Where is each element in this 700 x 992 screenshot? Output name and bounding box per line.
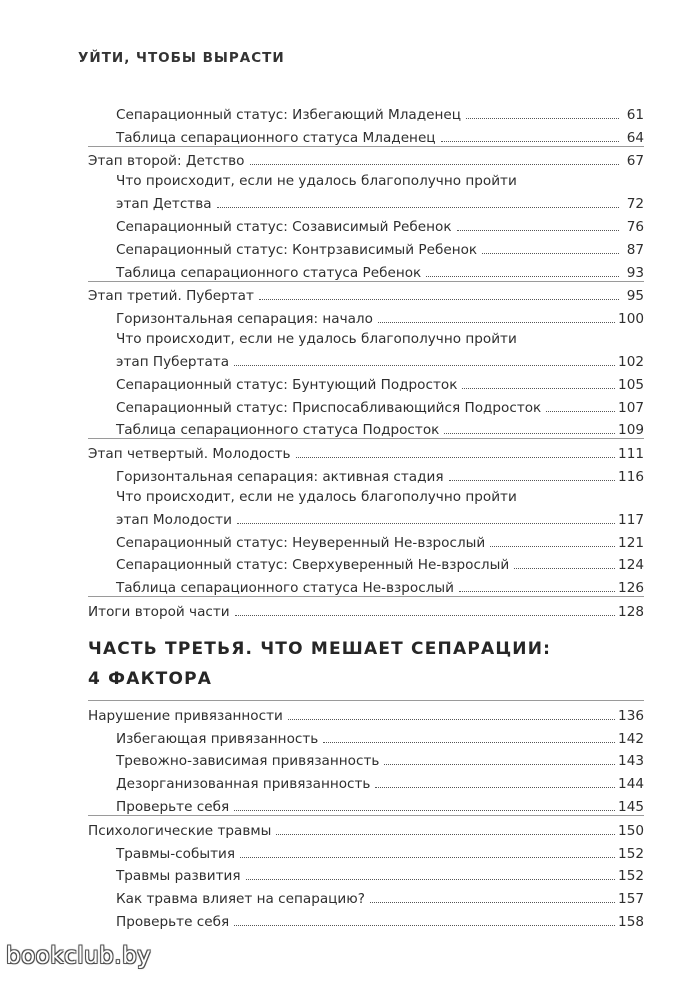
dot-leader	[234, 364, 615, 366]
toc-entry	[88, 596, 644, 620]
toc-entry-title: этап Детства	[116, 196, 212, 213]
toc-entry-title: Сепарационный статус: Сверхуверенный Не-взрослый	[116, 557, 510, 574]
toc-page-number: 67	[626, 153, 644, 170]
toc-page-number: 95	[626, 288, 644, 305]
dot-leader	[490, 545, 615, 547]
toc-page-number: 109	[618, 422, 644, 439]
dot-leader	[462, 387, 615, 389]
toc-page-number: 107	[618, 399, 644, 416]
dot-leader	[296, 456, 615, 458]
dot-leader	[546, 410, 615, 412]
toc-page-number: 116	[618, 468, 644, 485]
dot-leader	[246, 878, 615, 880]
toc-entry	[88, 258, 644, 281]
toc-entry	[88, 862, 644, 885]
toc-entry	[88, 462, 644, 485]
toc-page-number: 87	[626, 241, 644, 258]
toc-entry	[88, 212, 644, 235]
toc-entry	[88, 416, 644, 439]
dot-leader	[240, 856, 615, 858]
toc-page-number: 111	[618, 446, 644, 463]
toc-page-number: 72	[626, 196, 644, 213]
toc-entry	[88, 505, 644, 528]
toc-list-bottom	[88, 700, 644, 930]
dot-leader	[234, 809, 615, 811]
toc-entry	[88, 123, 644, 146]
toc-page-number: 61	[626, 106, 644, 123]
toc-entry	[88, 169, 644, 189]
dot-leader	[288, 718, 615, 720]
toc-page-number: 93	[626, 264, 644, 281]
toc-entry-title: Сепарационный статус: Бунтующий Подросток	[116, 376, 458, 393]
dot-leader	[217, 206, 619, 208]
toc-page-number: 76	[626, 218, 644, 235]
toc-page-number: 124	[618, 557, 644, 574]
toc-entry	[88, 100, 644, 123]
toc-page-number: 128	[618, 603, 644, 620]
toc-entry-title: Сепарационный статус: Неуверенный Не-взрослый	[116, 534, 486, 551]
toc-entry-title: Тревожно-зависимая привязанность	[116, 753, 380, 770]
toc-entry	[88, 700, 644, 724]
toc-list-top	[88, 100, 644, 620]
toc-entry	[88, 792, 644, 815]
toc-entry-title: Нарушение привязанности	[88, 707, 283, 724]
dot-leader	[466, 117, 619, 119]
dot-leader	[444, 432, 615, 434]
toc-page-number: 143	[618, 753, 644, 770]
toc-entry-title: Избегающая привязанность	[116, 730, 319, 747]
toc-entry-title: Что происходит, если не удалось благополучно пройти	[116, 173, 517, 190]
part-heading-line-1: ЧАСТЬ ТРЕТЬЯ. ЧТО МЕШАЕТ СЕПАРАЦИИ:	[88, 639, 552, 659]
toc-entry-title: этап Молодости	[116, 511, 232, 528]
dot-leader	[482, 252, 619, 254]
dot-leader	[276, 833, 615, 835]
toc-entry	[88, 551, 644, 574]
toc-entry-title: Таблица сепарационного статуса Подросток	[116, 422, 440, 439]
toc-entry-title: Горизонтальная сепарация: активная стадия	[116, 468, 444, 485]
toc-entry-title: Этап четвертый. Молодость	[88, 446, 291, 463]
dot-leader	[378, 321, 615, 323]
toc-entry-title: Таблица сепарационного статуса Ребенок	[116, 264, 422, 281]
toc-page-number: 105	[618, 376, 644, 393]
dot-leader	[441, 140, 619, 142]
toc-entry-title: Дезорганизованная привязанность	[116, 776, 371, 793]
part-heading-line-2: 4 ФАКТОРА	[88, 669, 213, 689]
part-heading	[88, 634, 648, 694]
dot-leader	[375, 786, 615, 788]
toc-entry-title: Сепарационный статус: Избегающий Младенец	[116, 106, 462, 123]
dot-leader	[259, 298, 619, 300]
toc-entry	[88, 347, 644, 370]
toc-page-number: 121	[618, 534, 644, 551]
toc-entry	[88, 304, 644, 327]
toc-entry	[88, 370, 644, 393]
toc-entry-title: Этап третий. Пубертат	[88, 288, 254, 305]
dot-leader	[370, 901, 615, 903]
running-head: УЙТИ, ЧТОБЫ ВЫРАСТИ	[78, 50, 285, 66]
toc-entry-title: Горизонтальная сепарация: начало	[116, 311, 373, 328]
toc-entry-title: Этап второй: Детство	[88, 153, 245, 170]
toc-page-number: 64	[626, 129, 644, 146]
toc-entry	[88, 769, 644, 792]
toc-entry-title: Сепарационный статус: Контрзависимый Ребенок	[116, 241, 478, 258]
toc-page-number: 150	[618, 822, 644, 839]
toc-page-number: 144	[618, 776, 644, 793]
toc-entry	[88, 747, 644, 770]
toc-page-number: 142	[618, 730, 644, 747]
toc-page-number: 100	[618, 311, 644, 328]
toc-entry-title: Психологические травмы	[88, 822, 272, 839]
toc-entry-title: Итоги второй части	[88, 603, 230, 620]
toc-entry	[88, 438, 644, 462]
toc-page-number: 157	[618, 891, 644, 908]
toc-entry	[88, 393, 644, 416]
toc-page-number: 145	[618, 798, 644, 815]
toc-entry	[88, 528, 644, 551]
toc-entry	[88, 235, 644, 258]
dot-leader	[250, 163, 619, 165]
dot-leader	[323, 741, 615, 743]
toc-entry-title: Что происходит, если не удалось благополучно пройти	[116, 488, 517, 505]
toc-entry	[88, 485, 644, 505]
toc-entry-title: Таблица сепарационного статуса Не-взрослый	[116, 580, 454, 597]
dot-leader	[457, 229, 619, 231]
toc-entry	[88, 815, 644, 839]
toc-page-number: 152	[618, 845, 644, 862]
dot-leader	[235, 614, 615, 616]
toc-entry	[88, 724, 644, 747]
toc-page-number: 102	[618, 353, 644, 370]
toc-entry	[88, 281, 644, 305]
toc-page-number: 136	[618, 707, 644, 724]
toc-entry-title: Таблица сепарационного статуса Младенец	[116, 129, 436, 146]
dot-leader	[514, 567, 615, 569]
toc-entry-title: Травмы-события	[116, 845, 236, 862]
dot-leader	[449, 479, 616, 481]
toc-entry	[88, 146, 644, 170]
toc-entry-title: Проверьте себя	[116, 913, 230, 930]
toc-entry	[88, 839, 644, 862]
toc-page-number: 126	[618, 580, 644, 597]
toc-entry-title: Травмы развития	[116, 868, 241, 885]
toc-entry-title: этап Пубертата	[116, 353, 230, 370]
dot-leader	[384, 763, 615, 765]
toc-entry-title: Сепарационный статус: Созависимый Ребенок	[116, 218, 452, 235]
dot-leader	[426, 275, 619, 277]
toc-entry-title: Что происходит, если не удалось благополучно пройти	[116, 331, 517, 348]
dot-leader	[459, 590, 615, 592]
toc-page-number: 152	[618, 868, 644, 885]
toc-entry	[88, 907, 644, 930]
toc-entry	[88, 327, 644, 347]
toc-entry-title: Проверьте себя	[116, 798, 230, 815]
toc-page-number: 117	[618, 511, 644, 528]
dot-leader	[237, 522, 615, 524]
toc-entry	[88, 884, 644, 907]
watermark-logo: bookclub.by	[6, 943, 152, 969]
dot-leader	[234, 924, 615, 926]
toc-entry	[88, 573, 644, 596]
toc-page-number: 158	[618, 913, 644, 930]
toc-entry-title: Сепарационный статус: Приспосабливающийся Подросток	[116, 399, 542, 416]
toc-entry-title: Как травма влияет на сепарацию?	[116, 891, 365, 908]
toc-entry	[88, 189, 644, 212]
